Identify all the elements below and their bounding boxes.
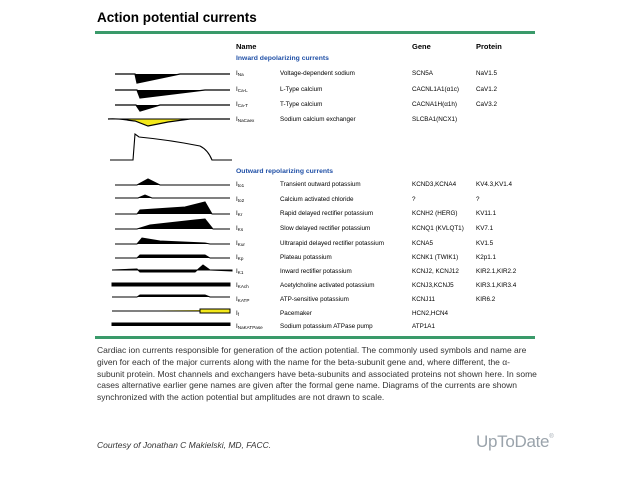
current-description: T-Type calcium <box>280 101 323 108</box>
protein-name: K2p1.1 <box>476 254 496 261</box>
current-symbol <box>236 181 244 188</box>
page-title: Action potential currents <box>97 10 257 25</box>
symbol-subscript: Kur <box>237 242 245 247</box>
section-inward: Inward depolarizing currents <box>236 55 329 62</box>
symbol-letter: I <box>236 254 238 261</box>
symbol-letter: I <box>236 225 238 232</box>
current-symbol <box>236 70 244 77</box>
waveform-ikp <box>115 255 230 258</box>
waveform-ito1 <box>115 179 230 185</box>
symbol-letter: I <box>236 210 238 217</box>
waveform-iks <box>115 219 230 229</box>
header-protein: Protein <box>476 42 502 51</box>
symbol-subscript: Kp <box>237 256 244 261</box>
gene-name: ATP1A1 <box>412 323 435 330</box>
gene-name: KCNK1 (TWIK1) <box>412 254 459 261</box>
gene-name: SCN5A <box>412 70 433 77</box>
symbol-letter: I <box>236 101 238 108</box>
current-symbol <box>236 196 244 203</box>
symbol-subscript: KAch <box>237 284 249 289</box>
current-description: Ultrarapid delayed rectifier potassium <box>280 240 384 247</box>
gene-name: CACNA1H(α1h) <box>412 101 457 108</box>
gene-name: HCN2,HCN4 <box>412 310 449 317</box>
protein-name: CaV3.2 <box>476 101 498 108</box>
current-symbol <box>236 268 243 275</box>
figure-caption: Cardiac ion currents responsible for generation of the action potential. The commonly used symbols and name are given for each of the major currents along with the name for the beta-subunit gene and, where different, the α-subunit protein. Most channels and exchangers have beta-subunits and associated proteins not shown here. In some cases alternative earlier gene names are given after the formal gene name. Diagrams of the currents are shown synchronized with the action potential but amplitudes are not drawn to scale. <box>97 345 537 403</box>
waveform-ica-l <box>115 90 230 98</box>
gene-name: KCND3,KCNA4 <box>412 181 457 188</box>
waveform-ica-t <box>115 105 230 111</box>
waveform-if <box>112 309 230 313</box>
current-symbol <box>236 86 248 93</box>
current-description: L-Type calcium <box>280 86 323 93</box>
waveform-ikur <box>115 238 230 244</box>
symbol-letter: I <box>236 310 238 317</box>
current-symbol <box>236 323 263 330</box>
top-rule <box>95 31 535 34</box>
logo-registered-mark: ® <box>549 434 554 440</box>
current-description: Sodium calcium exchanger <box>280 116 356 123</box>
symbol-letter: I <box>236 181 238 188</box>
current-description: Inward rectifier potassium <box>280 268 352 275</box>
current-symbol <box>236 116 254 123</box>
symbol-subscript: Ks <box>237 227 244 232</box>
symbol-letter: I <box>236 240 238 247</box>
symbol-letter: I <box>236 196 238 203</box>
symbol-letter: I <box>236 323 238 330</box>
symbol-subscript: to2 <box>237 198 245 203</box>
symbol-subscript: to1 <box>237 183 245 188</box>
current-symbol <box>236 225 243 232</box>
gene-name: KCNA5 <box>412 240 433 247</box>
protein-name: KIR2.1,KIR2.2 <box>476 268 517 275</box>
waveform-ina <box>115 74 230 83</box>
bottom-rule <box>95 336 535 339</box>
symbol-letter: I <box>236 268 238 275</box>
header-name: Name <box>236 42 257 51</box>
symbol-letter: I <box>236 70 238 77</box>
gene-name: CACNL1A1(α1c) <box>412 86 460 93</box>
current-symbol <box>236 296 249 303</box>
current-description: Acetylcholine activated potassium <box>280 282 375 289</box>
symbol-subscript: KATP <box>237 298 250 303</box>
current-description: Slow delayed rectifier potassium <box>280 225 371 232</box>
waveform-inakatpase <box>112 323 230 326</box>
protein-name: KV11.1 <box>476 210 497 217</box>
symbol-subscript: Kr <box>237 212 243 217</box>
symbol-subscript: NaKATPase <box>237 325 263 330</box>
current-description: Pacemaker <box>280 310 312 317</box>
symbol-letter: I <box>236 296 238 303</box>
symbol-subscript: Na <box>237 72 244 77</box>
symbol-subscript: NaCaex <box>237 118 255 123</box>
current-symbol <box>236 254 243 261</box>
waveform-ik1 <box>112 265 232 272</box>
current-symbol <box>236 101 248 108</box>
waveform-inacaex <box>108 119 230 126</box>
current-symbol <box>236 310 239 317</box>
current-description: Plateau potassium <box>280 254 332 261</box>
current-symbol <box>236 282 249 289</box>
protein-name: KIR3.1,KIR3.4 <box>476 282 517 289</box>
waveform-ito2 <box>115 195 230 198</box>
symbol-letter: I <box>236 116 238 123</box>
protein-name: ? <box>476 196 480 203</box>
symbol-subscript: K1 <box>237 270 244 275</box>
symbol-subscript: Ca-T <box>237 103 248 108</box>
protein-name: KIR6.2 <box>476 296 496 303</box>
header-gene: Gene <box>412 42 431 51</box>
gene-name: KCNQ1 (KVLQT1) <box>412 225 464 232</box>
current-description: Sodium potassium ATPase pump <box>280 323 373 330</box>
current-description: Voltage-dependent sodium <box>280 70 355 77</box>
protein-name: CaV1.2 <box>476 86 498 93</box>
waveform-ikatp <box>112 295 230 297</box>
current-description: Rapid delayed rectifier potassium <box>280 210 374 217</box>
symbol-subscript: f <box>237 312 240 317</box>
gene-name: KCNJ2, KCNJ12 <box>412 268 459 275</box>
symbol-letter: I <box>236 282 238 289</box>
protein-name: KV4.3,KV1.4 <box>476 181 513 188</box>
protein-name: NaV1.5 <box>476 70 498 77</box>
logo-text: UpToDate <box>476 432 550 451</box>
figure-credit: Courtesy of Jonathan C Makielski, MD, FACC. <box>97 440 272 450</box>
current-description: Transient outward potassium <box>280 181 361 188</box>
symbol-subscript: Ca-L <box>237 88 248 93</box>
gene-name: ? <box>412 196 416 203</box>
gene-name: KCNJ3,KCNJ5 <box>412 282 454 289</box>
current-description: ATP-sensitive potassium <box>280 296 349 303</box>
gene-name: KCNJ11 <box>412 296 435 303</box>
protein-name: KV1.5 <box>476 240 494 247</box>
current-symbol <box>236 240 245 247</box>
current-symbol <box>236 210 242 217</box>
waveform-ikr <box>115 202 230 214</box>
symbol-letter: I <box>236 86 238 93</box>
action-potential-trace <box>110 134 232 160</box>
current-description: Calcium activated chloride <box>280 196 354 203</box>
protein-name: KV7.1 <box>476 225 494 232</box>
gene-name: SLCBA1(NCX1) <box>412 116 458 123</box>
uptodate-logo <box>476 432 553 452</box>
gene-name: KCNH2 (HERG) <box>412 210 458 217</box>
waveform-ikach <box>112 283 230 286</box>
section-outward: Outward repolarizing currents <box>236 168 334 175</box>
